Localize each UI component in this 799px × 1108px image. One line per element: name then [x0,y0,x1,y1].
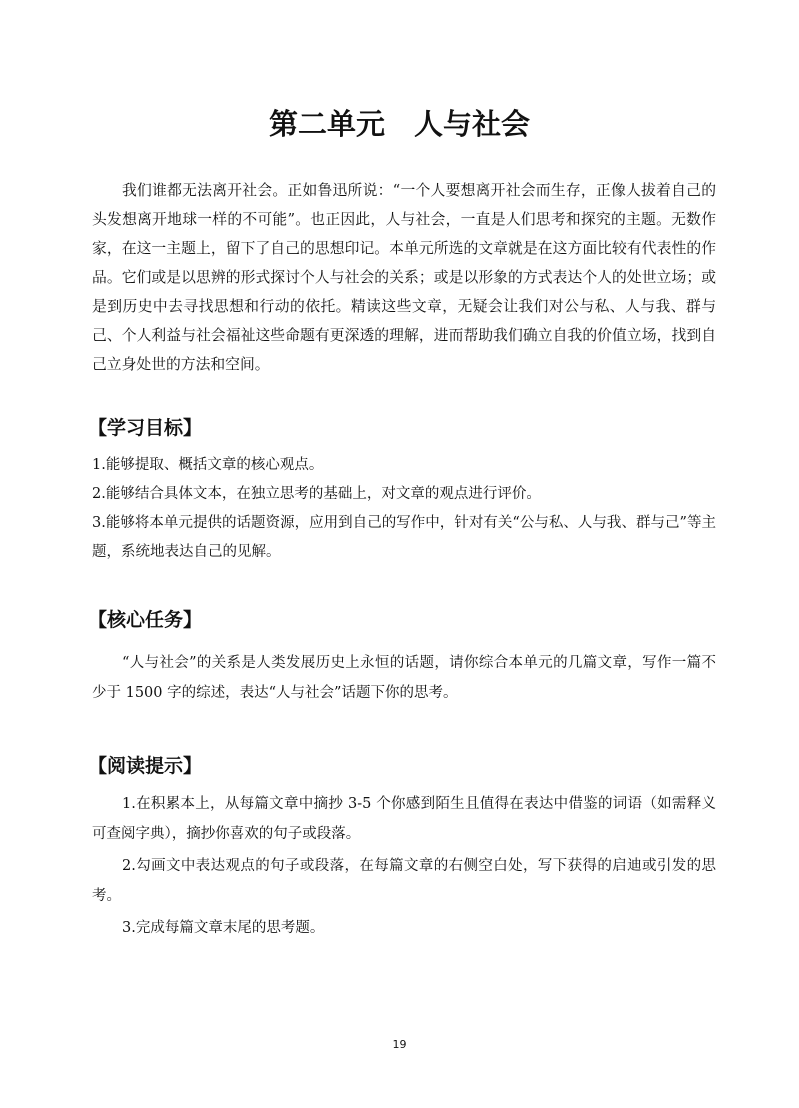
reading-tips-list [92,789,716,943]
page-number: 19 [392,1038,407,1051]
reading-tips-heading: 【阅读提示】 [88,755,203,777]
reading-tip-item: 3.完成每篇文章末尾的思考题。 [122,920,325,936]
learning-goal-item: 2.能够结合具体文本，在独立思考的基础上，对文章的观点进行评价。 [92,486,541,502]
learning-goals-list [92,451,716,567]
learning-goal-item: 3.能够将本单元提供的话题资源，应用到自己的写作中，针对有关“公与私、人与我、群与己”等主题，系统地表达自己的见解。 [92,515,716,560]
core-task-text: “人与社会”的关系是人类发展历史上永恒的话题，请你综合本单元的几篇文章，写作一篇不少于 1500 字的综述，表达“人与社会”话题下你的思考。 [92,655,716,701]
page-title: 第二单元 人与社会 [268,107,530,141]
intro-paragraph: 我们谁都无法离开社会。正如鲁迅所说：“一个人要想离开社会而生存，正像人拔着自己的头发想离开地球一样的不可能”。也正因此，人与社会，一直是人们思考和探究的主题。无数作家，在这一主题上，留下了自己的思想印记。本单元所选的文章就是在这方面比较有代表性的作品。它们或是以思辨的形式探讨个人与社会的关系；或是以形象的方式表达个人的处世立场；或是到历史中去寻找思想和行动的依托。精读这些文章，无疑会让我们对公与私、人与我、群与己、个人利益与社会福祉这些命题有更深透的理解，进而帮助我们确立自我的价值立场，找到自己立身处世的方法和空间。 [92,182,716,373]
core-task-heading: 【核心任务】 [88,609,203,631]
reading-tip-item: 2.勾画文中表达观点的句子或段落，在每篇文章的右侧空白处，写下获得的启迪或引发的思考。 [92,858,716,904]
learning-goals-heading: 【学习目标】 [88,417,203,439]
learning-goal-item: 1.能够提取、概括文章的核心观点。 [92,457,324,473]
reading-tip-item: 1.在积累本上，从每篇文章中摘抄 3-5 个你感到陌生且值得在表达中借鉴的词语（如需释义可查阅字典），摘抄你喜欢的句子或段落。 [92,796,716,842]
